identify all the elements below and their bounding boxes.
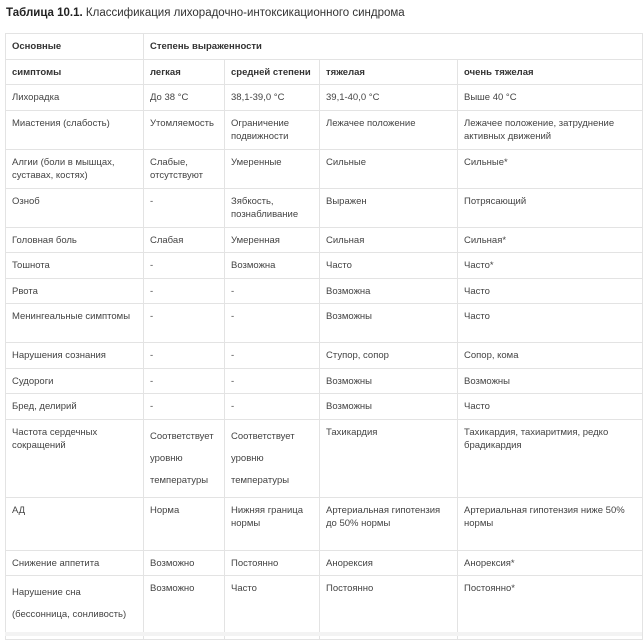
row-symptom: Головная боль (6, 227, 144, 253)
table-row (6, 343, 643, 369)
table-row (6, 304, 643, 343)
row-cell: До 38 °С (144, 85, 225, 111)
table-row (6, 278, 643, 304)
row-cell: Артериальная гипотензия до 50% нормы (320, 497, 458, 550)
row-symptom: Частота сердечных сокращений (6, 419, 144, 497)
row-cell: Тахикардия (320, 419, 458, 497)
row-cell: - (225, 343, 320, 369)
table-caption (6, 7, 405, 19)
row-cell: Нижняя граница нормы (225, 497, 320, 550)
row-symptom: АД (6, 497, 144, 550)
row-cell: Тахикардия, тахиаритмия, редко брадикардия (458, 419, 643, 497)
row-symptom: Снижение аппетита (6, 550, 144, 576)
row-cell: - (144, 278, 225, 304)
table-bottom-edge (5, 632, 642, 636)
row-cell: Лежачее положение, затруднение активных движений (458, 110, 643, 149)
row-cell: - (144, 188, 225, 227)
row-cell: Потрясающий (458, 188, 643, 227)
table-row (6, 368, 643, 394)
row-cell: Сильные (320, 149, 458, 188)
row-cell: Выражен (320, 188, 458, 227)
row-cell: - (144, 253, 225, 279)
header-row-top (6, 34, 643, 60)
row-cell: Часто (320, 253, 458, 279)
row-cell: Возможны (458, 368, 643, 394)
row-cell: - (144, 343, 225, 369)
row-cell: Сильные* (458, 149, 643, 188)
row-symptom: Озноб (6, 188, 144, 227)
caption-label: Таблица 10.1. (6, 7, 83, 19)
row-cell: Часто (458, 304, 643, 343)
row-cell: Постоянно (320, 576, 458, 640)
row-symptom: Алгии (боли в мышцах, суставах, костях) (6, 149, 144, 188)
row-cell: Возможно (144, 550, 225, 576)
header-symptoms-bottom: симптомы (6, 59, 144, 85)
row-cell: Зябкость, познабливание (225, 188, 320, 227)
row-cell: Умеренная (225, 227, 320, 253)
row-symptom: Тошнота (6, 253, 144, 279)
row-cell: Возможны (320, 394, 458, 420)
row-cell: Слабые, отсутствуют (144, 149, 225, 188)
row-cell: - (144, 394, 225, 420)
row-symptom: Бред, делирий (6, 394, 144, 420)
row-cell: Возможна (225, 253, 320, 279)
row-cell: Артериальная гипотензия ниже 50% нормы (458, 497, 643, 550)
row-cell: Утомляемость (144, 110, 225, 149)
header-level-mild: легкая (144, 59, 225, 85)
row-cell: Возможны (320, 304, 458, 343)
row-cell: Норма (144, 497, 225, 550)
row-cell: - (225, 368, 320, 394)
header-symptoms-top: Основные (6, 34, 144, 60)
row-cell: Слабая (144, 227, 225, 253)
row-cell: Соответствует уровню температуры (144, 419, 225, 497)
row-cell: Часто (458, 278, 643, 304)
table-row (6, 227, 643, 253)
row-cell: Сопор, кома (458, 343, 643, 369)
row-cell: Часто* (458, 253, 643, 279)
row-symptom: Менингеальные симптомы (6, 304, 144, 343)
header-row-levels (6, 59, 643, 85)
row-symptom: Нарушения сознания (6, 343, 144, 369)
row-cell: - (144, 368, 225, 394)
table-row (6, 110, 643, 149)
row-cell: Возможна (320, 278, 458, 304)
table-row (6, 550, 643, 576)
table-row (6, 497, 643, 550)
row-cell: Постоянно (225, 550, 320, 576)
table-row (6, 85, 643, 111)
row-symptom: Рвота (6, 278, 144, 304)
row-cell: Ограничение подвижности (225, 110, 320, 149)
row-cell: Возможны (320, 368, 458, 394)
table-row (6, 576, 643, 640)
row-cell: Выше 40 °С (458, 85, 643, 111)
row-cell: - (144, 304, 225, 343)
row-symptom: Миастения (слабость) (6, 110, 144, 149)
row-cell: 38,1-39,0 °С (225, 85, 320, 111)
row-cell: Соответствует уровню температуры (225, 419, 320, 497)
row-cell: Лежачее положение (320, 110, 458, 149)
table-row (6, 419, 643, 497)
row-cell: Анорексия (320, 550, 458, 576)
header-level-very-severe: очень тяжелая (458, 59, 643, 85)
caption-text: Классификация лихорадочно-интоксикационного синдрома (85, 7, 405, 19)
table-row (6, 253, 643, 279)
row-cell: - (225, 394, 320, 420)
row-cell: Возможно (144, 576, 225, 640)
row-cell: Ступор, сопор (320, 343, 458, 369)
row-symptom: Судороги (6, 368, 144, 394)
row-cell: Сильная* (458, 227, 643, 253)
table-row (6, 394, 643, 420)
row-symptom: Нарушение сна (бессонница, сонливость) (6, 576, 144, 640)
header-level-moderate: средней степени (225, 59, 320, 85)
row-cell: Часто (458, 394, 643, 420)
row-cell: - (225, 304, 320, 343)
row-symptom: Лихорадка (6, 85, 144, 111)
table-row (6, 188, 643, 227)
header-level-severe: тяжелая (320, 59, 458, 85)
row-cell: Умеренные (225, 149, 320, 188)
table-row (6, 149, 643, 188)
row-cell: Постоянно* (458, 576, 643, 640)
row-cell: Часто (225, 576, 320, 640)
classification-table (5, 33, 643, 640)
row-cell: - (225, 278, 320, 304)
row-cell: Анорексия* (458, 550, 643, 576)
row-cell: 39,1-40,0 °С (320, 85, 458, 111)
header-severity-group: Степень выраженности (144, 34, 643, 60)
row-cell: Сильная (320, 227, 458, 253)
